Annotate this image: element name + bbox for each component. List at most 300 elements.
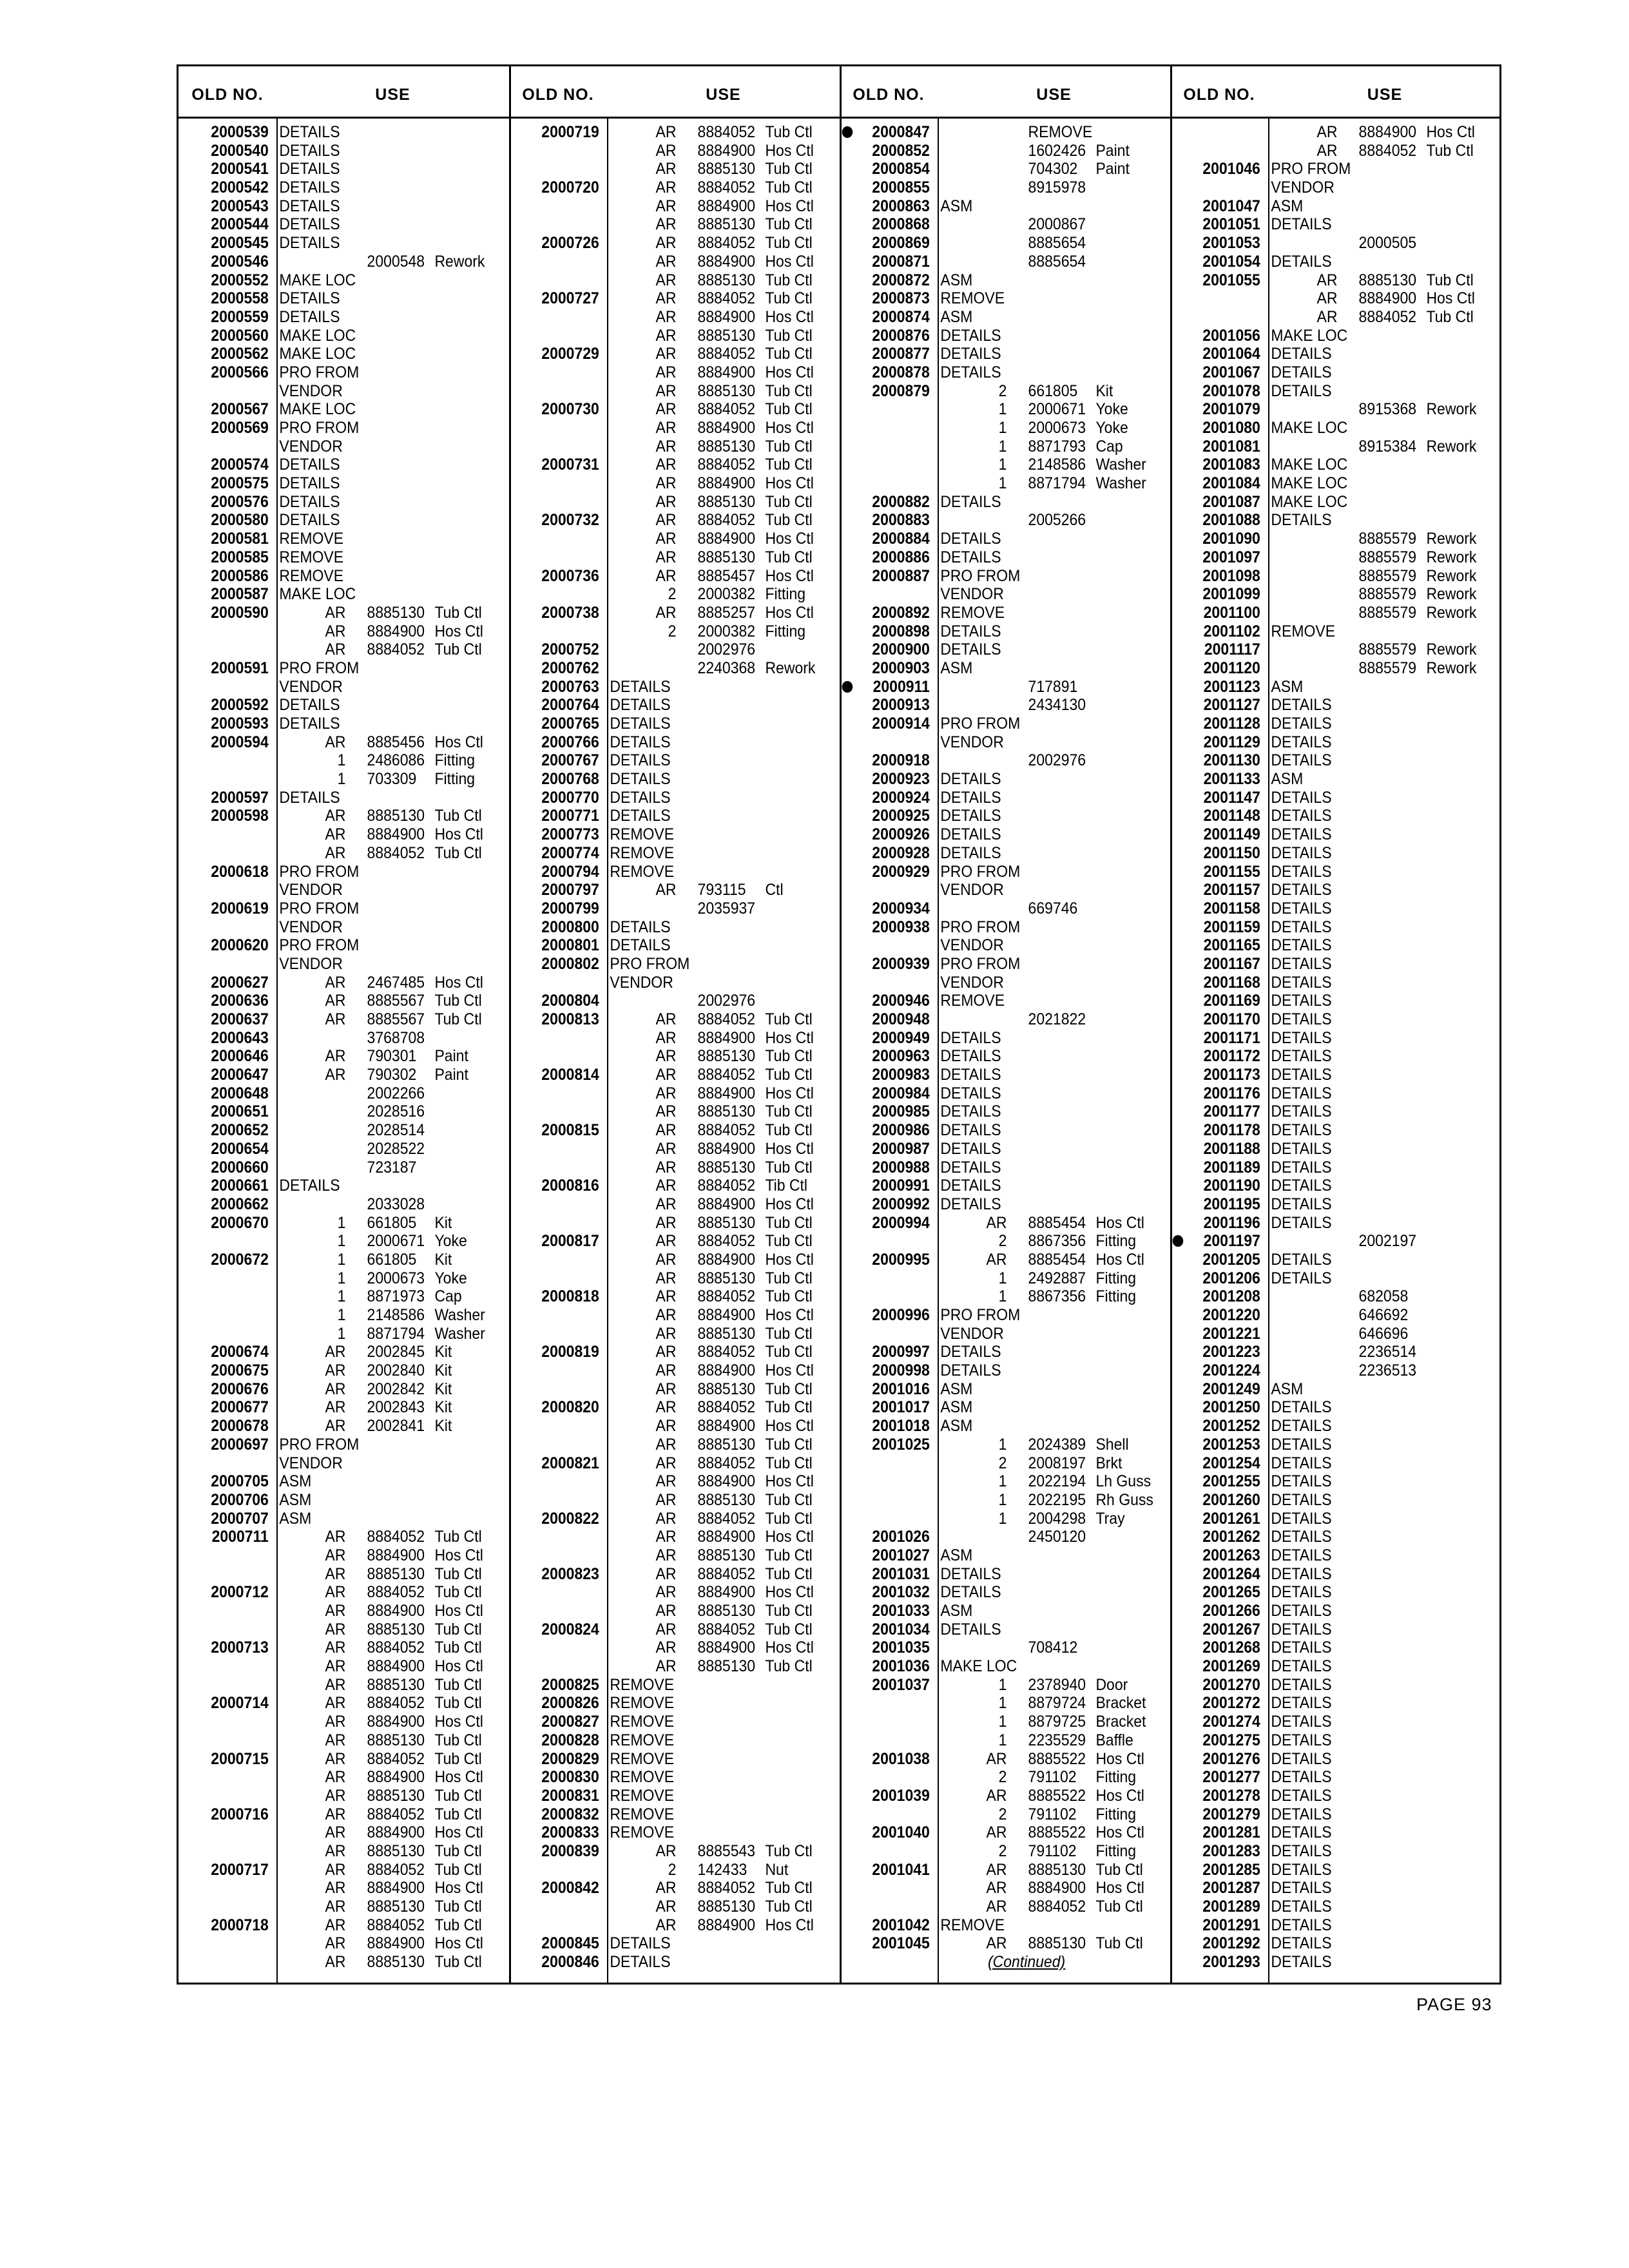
old-number: 2000816 <box>541 1177 599 1195</box>
part-description: Shell <box>1095 1435 1129 1454</box>
quantity: AR <box>1316 307 1338 326</box>
use-text: DETAILS <box>940 825 1001 844</box>
use-text: REMOVE <box>940 1916 1005 1934</box>
part-description: Hos Ctl <box>765 1084 814 1102</box>
part-number: 8884052 <box>697 123 756 141</box>
part-number: 2000382 <box>697 622 756 640</box>
use-text: DETAILS <box>940 1195 1001 1213</box>
table-row <box>178 1713 483 1731</box>
table-row <box>840 1417 1144 1436</box>
old-number: 2000994 <box>872 1213 930 1232</box>
old-number: 2001189 <box>1203 1158 1260 1177</box>
part-number: 8884052 <box>697 178 756 197</box>
quantity: AR <box>655 1379 677 1398</box>
old-number: 2000833 <box>541 1823 599 1842</box>
quantity: AR <box>655 1898 677 1916</box>
table-row <box>178 1287 483 1306</box>
old-number: 2000924 <box>872 788 930 807</box>
part-description: Tub Ctl <box>765 400 813 419</box>
part-description: Tub Ctl <box>765 1232 813 1251</box>
use-text: DETAILS <box>1271 973 1332 992</box>
table-row <box>509 234 813 253</box>
use-text: DETAILS <box>1271 881 1332 899</box>
part-description: Tub Ctl <box>765 548 813 566</box>
part-number: 8884900 <box>697 1472 756 1491</box>
use-text: PRO FROM <box>940 918 1021 936</box>
part-description: Hos Ctl <box>765 419 814 437</box>
part-number: 2005266 <box>1028 511 1086 530</box>
use-text: ASM <box>1271 677 1304 696</box>
part-number: 1602426 <box>1028 141 1086 160</box>
old-number: 2000877 <box>872 345 930 363</box>
table-row <box>840 1879 1144 1898</box>
part-number: 8884052 <box>697 400 756 419</box>
part-description: Rework <box>765 658 816 677</box>
quantity: AR <box>325 1047 346 1066</box>
part-description: Cap <box>1095 437 1123 456</box>
table-row <box>178 215 483 234</box>
use-text: ASM <box>1271 197 1304 215</box>
old-number: 2001268 <box>1202 1639 1260 1657</box>
old-number: 2000581 <box>211 530 269 548</box>
table-row <box>1170 1768 1474 1787</box>
use-text: DETAILS <box>1271 1953 1332 1972</box>
table-row <box>1170 548 1477 567</box>
quantity: AR <box>655 1010 677 1028</box>
old-number: 2001255 <box>1202 1472 1260 1491</box>
table-row <box>1170 1731 1474 1750</box>
part-description: Tub Ctl <box>765 1898 813 1916</box>
part-number: 8884900 <box>697 1583 756 1602</box>
part-description: Tub Ctl <box>765 1620 813 1639</box>
part-description: Tub Ctl <box>765 1490 813 1509</box>
table-row <box>840 1066 1144 1084</box>
old-number: 2001084 <box>1202 474 1260 493</box>
part-number: 8871973 <box>367 1287 425 1306</box>
use-text: PRO FROM <box>279 419 360 437</box>
old-number: 2001285 <box>1202 1860 1260 1879</box>
part-description: Paint <box>434 1047 468 1066</box>
old-number: 2001034 <box>872 1620 930 1639</box>
quantity: AR <box>325 1879 346 1898</box>
table-row <box>178 974 483 992</box>
quantity: AR <box>655 1583 677 1602</box>
old-number: 2001269 <box>1202 1657 1260 1676</box>
old-number: 2000984 <box>872 1084 930 1102</box>
use-text: DETAILS <box>1271 1102 1332 1121</box>
quantity: AR <box>655 160 677 178</box>
old-number: 2001289 <box>1202 1898 1260 1916</box>
use-text: DETAILS <box>1271 511 1332 530</box>
table-row <box>178 1898 483 1916</box>
table-row <box>1170 234 1474 253</box>
table-row <box>1170 456 1474 474</box>
part-number: 2008197 <box>1028 1454 1086 1472</box>
old-number: 2000839 <box>541 1841 599 1860</box>
table-row <box>840 1750 1144 1769</box>
table-row <box>509 289 813 308</box>
old-number: 2001274 <box>1202 1713 1260 1731</box>
table-row <box>509 1953 813 1972</box>
old-number: 2000913 <box>872 696 930 715</box>
quantity: AR <box>655 1084 677 1102</box>
part-number: 8885130 <box>697 1435 756 1454</box>
part-number: 8884052 <box>1028 1898 1086 1916</box>
part-description: Hos Ctl <box>765 197 814 215</box>
quantity: 2 <box>998 1805 1007 1823</box>
old-number: 2001036 <box>872 1657 930 1676</box>
quantity: 1 <box>337 751 346 770</box>
table-row <box>840 363 1144 382</box>
old-number: 2000818 <box>541 1287 599 1306</box>
old-number: 2000764 <box>541 696 599 715</box>
use-text: DETAILS <box>940 1620 1001 1639</box>
part-description: Tub Ctl <box>765 1379 813 1398</box>
part-number: 2002842 <box>367 1379 425 1398</box>
part-number: 8885130 <box>697 1379 756 1398</box>
old-number: 2000637 <box>211 1010 269 1028</box>
old-number: 2001027 <box>872 1546 930 1564</box>
part-number: 8885130 <box>697 1213 756 1232</box>
part-description: Tub Ctl <box>434 1583 482 1602</box>
old-number: 2000736 <box>541 566 599 585</box>
quantity: AR <box>986 1860 1007 1879</box>
old-number: 2000677 <box>211 1398 269 1417</box>
table-row <box>1170 844 1474 863</box>
old-number: 2001262 <box>1202 1528 1260 1546</box>
part-description: Fitting <box>1095 1805 1137 1823</box>
part-description: Washer <box>434 1324 485 1343</box>
old-number: 2000819 <box>541 1343 599 1361</box>
part-description: Tub Ctl <box>434 1860 482 1879</box>
table-row <box>509 1861 813 1879</box>
part-number: 790302 <box>367 1066 417 1084</box>
part-number: 8884052 <box>697 1620 756 1639</box>
table-row <box>178 1380 483 1399</box>
table-row <box>840 1953 1144 1972</box>
use-text: ASM <box>940 658 973 677</box>
table-row <box>840 253 1144 271</box>
table-row <box>840 1676 1144 1695</box>
table-row <box>840 881 1144 899</box>
quantity: AR <box>1316 123 1338 141</box>
use-text: DETAILS <box>940 1102 1001 1121</box>
table-row <box>1170 1417 1474 1436</box>
table-row <box>840 1639 1144 1657</box>
part-description: Tub Ctl <box>765 1879 813 1898</box>
table-row <box>840 1232 1144 1251</box>
table-row <box>1170 733 1474 752</box>
table-row <box>509 1842 813 1861</box>
quantity: AR <box>655 1232 677 1251</box>
quantity: AR <box>655 492 677 511</box>
part-description: Tub Ctl <box>765 326 813 345</box>
old-number: 2000928 <box>872 843 930 862</box>
quantity: AR <box>325 825 346 844</box>
use-text: ASM <box>940 197 973 215</box>
old-number: 2000719 <box>541 123 599 141</box>
table-row <box>178 1546 483 1565</box>
part-description: Tub Ctl <box>434 1620 482 1639</box>
old-number: 2001039 <box>872 1786 930 1805</box>
part-number: 8885130 <box>697 160 756 178</box>
old-number: 2000771 <box>541 807 599 825</box>
part-description: Tub Ctl <box>1426 141 1474 160</box>
part-description: Fitting <box>765 585 806 604</box>
part-number: 2148586 <box>1028 456 1086 474</box>
table-row <box>1170 696 1474 715</box>
table-row <box>178 1916 483 1935</box>
part-number: 2002843 <box>367 1398 425 1417</box>
use-text: DETAILS <box>610 807 671 825</box>
table-row <box>178 419 483 437</box>
table-row <box>840 1898 1144 1916</box>
part-description: Tub Ctl <box>765 215 813 234</box>
table-row <box>1170 1102 1474 1121</box>
use-text: REMOVE <box>279 566 344 585</box>
header-old-no-2: OLD NO. <box>522 86 594 104</box>
use-text: DETAILS <box>940 548 1001 566</box>
quantity: AR <box>325 1713 346 1731</box>
old-number: 2000886 <box>872 548 930 566</box>
part-number: 704302 <box>1028 160 1078 178</box>
part-number: 142433 <box>697 1860 747 1879</box>
quantity: AR <box>325 640 346 659</box>
part-description: Brkt <box>1095 1454 1123 1472</box>
old-number: 2001254 <box>1202 1454 1260 1472</box>
quantity: AR <box>986 1786 1007 1805</box>
table-row <box>1170 1750 1474 1769</box>
old-number: 2000541 <box>211 160 269 178</box>
old-number: 2001279 <box>1202 1805 1260 1823</box>
part-description: Rework <box>1426 566 1477 585</box>
quantity: AR <box>325 1620 346 1639</box>
part-number: 8885130 <box>367 1953 425 1972</box>
table-row <box>840 622 1144 641</box>
use-text: DETAILS <box>279 474 340 493</box>
table-row <box>509 1214 813 1233</box>
table-row <box>1170 1010 1474 1029</box>
old-number: 2000678 <box>211 1417 269 1436</box>
old-number: 2000619 <box>211 899 269 918</box>
part-number: 8885579 <box>1358 585 1417 604</box>
part-number: 8884052 <box>367 1805 425 1823</box>
old-number: 2001281 <box>1202 1823 1260 1842</box>
use-text: DETAILS <box>279 788 340 807</box>
table-row <box>840 1047 1144 1066</box>
old-number: 2001263 <box>1202 1546 1260 1564</box>
old-number: 2001053 <box>1202 234 1260 253</box>
part-number: 8884900 <box>697 1250 756 1269</box>
old-number: 2000911 <box>872 677 930 696</box>
use-text: REMOVE <box>610 1768 675 1787</box>
part-description: Tub Ctl <box>1095 1934 1143 1953</box>
old-number: 2000929 <box>872 862 930 881</box>
part-description: Tub Ctl <box>765 1158 813 1177</box>
old-number: 2000800 <box>541 918 599 936</box>
use-text: PRO FROM <box>940 566 1021 585</box>
table-row <box>178 1768 483 1787</box>
use-text: DETAILS <box>940 363 1001 381</box>
quantity: 2 <box>668 585 677 604</box>
part-description: Hos Ctl <box>765 474 814 493</box>
table-row <box>178 1269 483 1288</box>
old-number: 2000831 <box>541 1786 599 1805</box>
quantity: AR <box>1316 141 1338 160</box>
old-number: 2001079 <box>1202 400 1260 419</box>
old-number: 2000820 <box>541 1398 599 1417</box>
part-number: 2028514 <box>367 1121 425 1140</box>
part-description: Tub Ctl <box>1426 271 1474 289</box>
table-row <box>840 530 1144 548</box>
table-row <box>840 1510 1144 1528</box>
part-description: Rework <box>1426 658 1477 677</box>
table-row <box>840 715 1144 733</box>
use-text: ASM <box>940 1379 973 1398</box>
quantity: AR <box>655 1602 677 1620</box>
part-description: Fitting <box>1095 1768 1137 1787</box>
table-row <box>840 899 1144 918</box>
table-row <box>1170 751 1474 770</box>
part-description: Fitting <box>765 622 806 640</box>
quantity: AR <box>986 1879 1007 1898</box>
table-row <box>509 1731 813 1750</box>
old-number: 2001168 <box>1203 973 1260 992</box>
part-number: 8885130 <box>697 492 756 511</box>
use-text: DETAILS <box>610 715 671 733</box>
table-row <box>1170 1325 1474 1343</box>
use-text: DETAILS <box>1271 807 1332 825</box>
old-number: 2000545 <box>211 234 269 253</box>
part-number: 2486086 <box>367 751 425 770</box>
quantity: AR <box>986 1934 1007 1953</box>
part-number: 2000548 <box>367 252 425 271</box>
table-row <box>178 1510 483 1528</box>
old-number: 2001090 <box>1202 530 1260 548</box>
part-number: 8884052 <box>1358 307 1417 326</box>
table-row <box>178 751 483 770</box>
table-row <box>840 751 1144 770</box>
table-row <box>840 1731 1144 1750</box>
table-row <box>1170 1436 1474 1454</box>
use-text: DETAILS <box>1271 1509 1332 1528</box>
quantity: AR <box>325 1343 346 1361</box>
part-description: Rework <box>1426 437 1477 456</box>
part-description: Tub Ctl <box>765 1657 813 1676</box>
part-number: 8915978 <box>1028 178 1086 197</box>
table-row <box>840 1657 1144 1676</box>
use-text: DETAILS <box>1271 1841 1332 1860</box>
part-number: 8885130 <box>367 1841 425 1860</box>
use-text: PRO FROM <box>940 715 1021 733</box>
table-row <box>509 696 813 715</box>
old-number: 2000832 <box>541 1805 599 1823</box>
quantity: AR <box>655 252 677 271</box>
part-number: 8915368 <box>1358 400 1417 419</box>
part-description: Tub Ctl <box>765 437 813 456</box>
old-number: 2000946 <box>872 992 930 1010</box>
old-number: 2001047 <box>1202 197 1260 215</box>
table-row <box>509 1454 813 1473</box>
table-row <box>178 807 483 825</box>
table-row <box>840 1398 1144 1417</box>
table-row <box>840 1490 1153 1510</box>
table-row <box>178 456 483 474</box>
old-number: 2001173 <box>1203 1066 1260 1084</box>
part-description: Hos Ctl <box>765 1417 814 1436</box>
use-text: VENDOR <box>940 881 1004 899</box>
old-number: 2000914 <box>872 715 930 733</box>
table-row <box>1170 1158 1474 1177</box>
use-text: DETAILS <box>940 1343 1001 1361</box>
use-text: VENDOR <box>610 973 673 992</box>
table-row <box>1170 1472 1474 1491</box>
table-row <box>1170 1047 1474 1066</box>
table-row <box>840 974 1144 992</box>
use-text: VENDOR <box>279 677 343 696</box>
old-number: 2001275 <box>1202 1731 1260 1749</box>
quantity: AR <box>655 1657 677 1676</box>
old-number: 2000730 <box>541 400 599 419</box>
table-row <box>1170 1140 1474 1158</box>
part-description: Tub Ctl <box>434 1639 482 1657</box>
table-row <box>840 1583 1144 1602</box>
part-number: 8884052 <box>697 1398 756 1417</box>
table-row <box>509 530 813 548</box>
part-description: Tub Ctl <box>765 271 813 289</box>
quantity: AR <box>655 1398 677 1417</box>
use-text: DETAILS <box>1271 1454 1332 1472</box>
table-row <box>178 733 483 752</box>
part-number: 8885579 <box>1358 530 1417 548</box>
table-row <box>1170 178 1474 197</box>
part-description: Hos Ctl <box>1095 1879 1144 1898</box>
part-description: Kit <box>434 1379 452 1398</box>
table-row <box>178 936 483 955</box>
table-row <box>178 1676 483 1695</box>
old-number: 2000770 <box>541 788 599 807</box>
part-number: 8885130 <box>697 1546 756 1564</box>
part-number: 8884900 <box>697 363 756 381</box>
table-row <box>840 640 1144 659</box>
table-row <box>840 493 1144 512</box>
table-row <box>509 1823 813 1842</box>
use-text: DETAILS <box>1271 918 1332 936</box>
table-row <box>840 1084 1144 1103</box>
table-row <box>840 1158 1144 1177</box>
quantity: AR <box>325 1823 346 1842</box>
table-row <box>509 1047 813 1066</box>
quantity: AR <box>655 1879 677 1898</box>
part-description: Tub Ctl <box>765 289 813 308</box>
part-number: 8884052 <box>367 1860 425 1879</box>
use-text: VENDOR <box>279 918 343 936</box>
quantity: 1 <box>337 1287 346 1306</box>
use-text: DETAILS <box>940 345 1001 363</box>
table-row <box>1170 1084 1474 1103</box>
part-description: Fitting <box>434 770 476 789</box>
quantity: AR <box>325 1898 346 1916</box>
part-description: Hos Ctl <box>765 1528 814 1546</box>
use-text: DETAILS <box>940 1066 1001 1084</box>
use-text: DETAILS <box>1271 252 1332 271</box>
use-text: VENDOR <box>940 585 1004 604</box>
use-text: REMOVE <box>279 530 344 548</box>
part-number: 3768708 <box>367 1028 425 1047</box>
old-number: 2001178 <box>1203 1121 1260 1140</box>
old-number: 2000828 <box>541 1731 599 1749</box>
part-description: Tub Ctl <box>765 1010 813 1028</box>
